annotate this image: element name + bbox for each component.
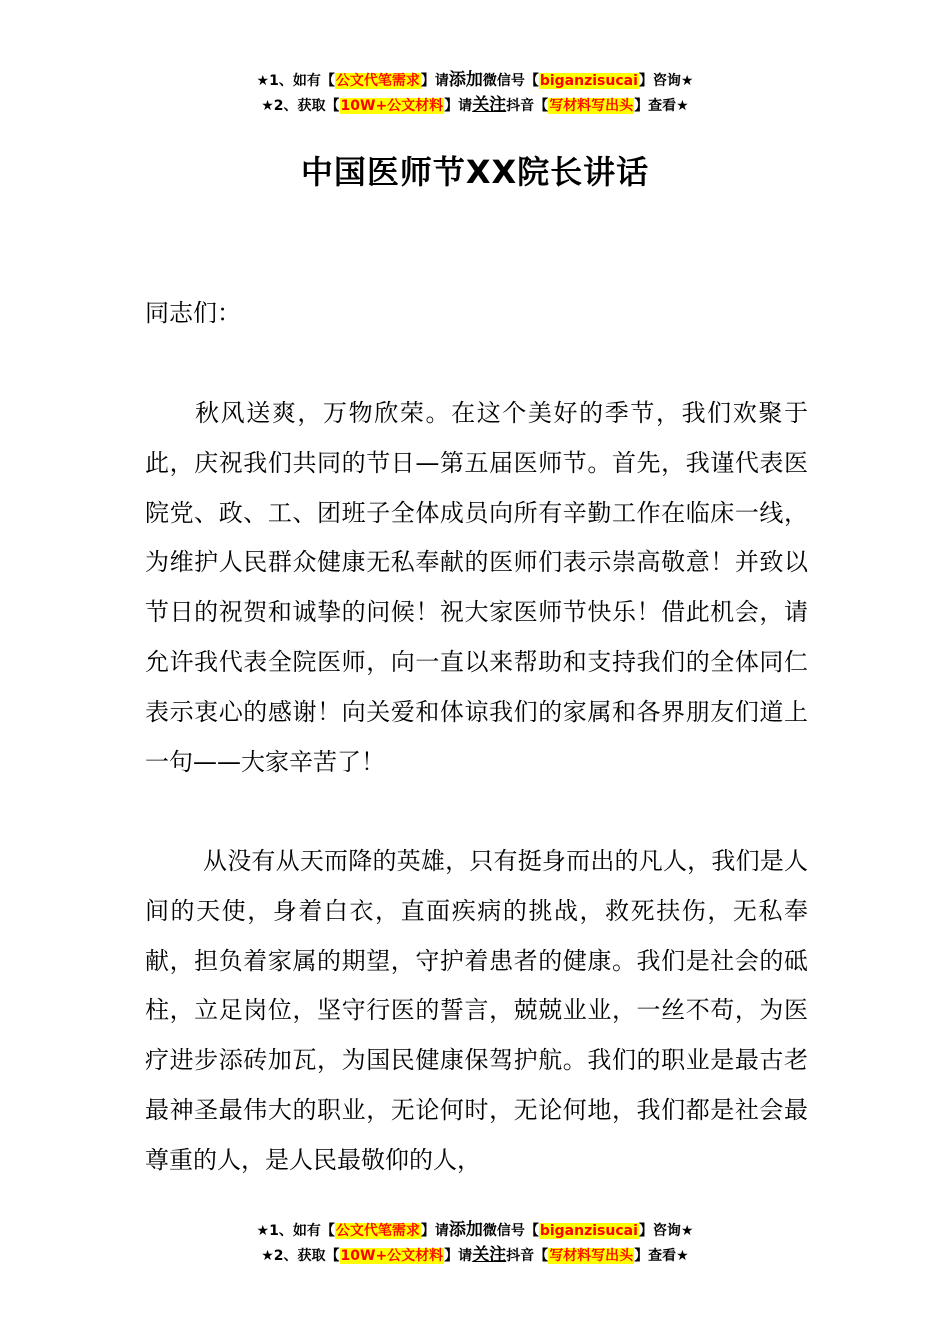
- header-promo-banner: [0, 68, 950, 118]
- promo-douyin-id: 写材料写出头: [549, 1248, 634, 1264]
- promo-highlight: 公文代笔需求: [335, 73, 420, 89]
- promo-line-1: ★1、如有【公文代笔需求】请添加微信号【biganzisucai】咨询★: [256, 70, 694, 90]
- document-title: 中国医师节XX院长讲话: [300, 153, 650, 191]
- promo-highlight: 10W+公文材料: [340, 98, 444, 114]
- body-paragraph-2: 从没有从天而降的英雄，只有挺身而出的凡人，我们是人间的天使，身着白衣，直面疾病的挑战，救死扶伤，无私奉献，担负着家属的期望，守护着患者的健康。我们是社会的砥柱，立足岗位，坚守行医的誓言，兢兢业业，一丝不苟，为医疗进步添砖加瓦，为国民健康保驾护航。我们的职业是最古老最神圣最伟大的职业，无论何时，无论何地，我们都是社会最尊重的人，是人民最敬仰的人，: [145, 847, 808, 1174]
- body-paragraph-1: 秋风送爽，万物欣荣。在这个美好的季节，我们欢聚于此，庆祝我们共同的节日—第五届医师节。首先，我谨代表医院党、政、工、团班子全体成员向所有辛勤工作在临床一线，为维护人民群众健康无私奉献的医师们表示崇高敬意！并致以节日的祝贺和诚挚的问候！祝大家医师节快乐！借此机会，请允许我代表全院医师，向一直以来帮助和支持我们的全体同仁表示衷心的感谢！向关爱和体谅我们的家属和各界朋友们道上一句——大家辛苦了！: [145, 399, 808, 776]
- promo-wechat-id: biganzisucai: [539, 73, 638, 89]
- promo-line-1: ★1、如有【公文代笔需求】请添加微信号【biganzisucai】咨询★: [256, 1220, 694, 1240]
- promo-highlight: 10W+公文材料: [340, 1248, 444, 1264]
- promo-highlight: 公文代笔需求: [335, 1223, 420, 1239]
- footer-promo-banner: [0, 1218, 950, 1268]
- promo-wechat-id: biganzisucai: [539, 1223, 638, 1239]
- promo-line-2: ★2、获取【10W+公文材料】请关注抖音【写材料写出头】查看★: [261, 1245, 689, 1265]
- promo-line-2: ★2、获取【10W+公文材料】请关注抖音【写材料写出头】查看★: [261, 95, 689, 115]
- salutation: 同志们：: [145, 299, 241, 327]
- promo-douyin-id: 写材料写出头: [549, 98, 634, 114]
